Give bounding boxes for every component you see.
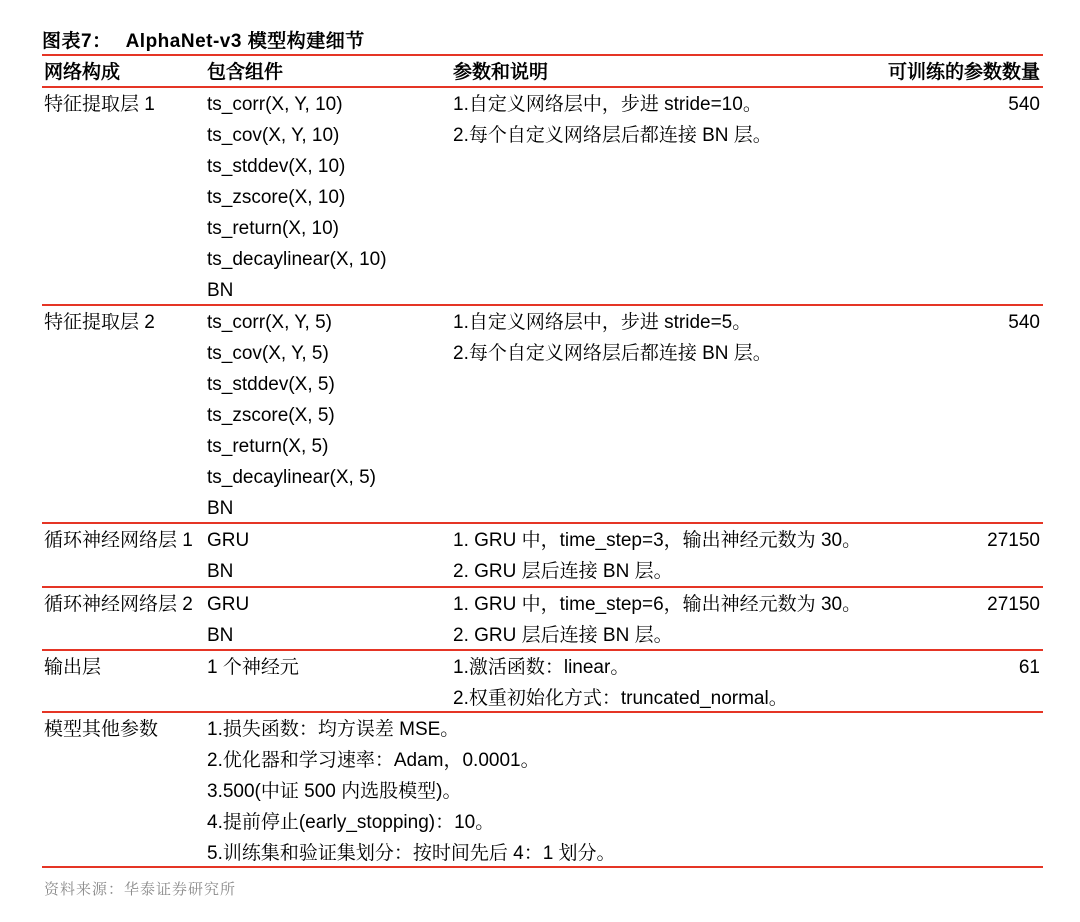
row-notes <box>453 525 861 587</box>
rule-row <box>42 522 1043 524</box>
component: ts_cov(X, Y, 10) <box>207 125 340 146</box>
figure-label: 图表7： <box>42 31 112 52</box>
figure-title <box>42 26 365 53</box>
row-components <box>207 89 387 306</box>
row-layer: 循环神经网络层 1 <box>44 530 193 551</box>
component: 5.训练集和验证集划分：按时间先后 4：1 划分。 <box>207 843 616 864</box>
component: ts_stddev(X, 10) <box>207 156 346 177</box>
note: 1.自定义网络层中，步进 stride=5。 <box>453 312 752 333</box>
row-components <box>207 525 249 587</box>
component: 4.提前停止(early_stopping)：10。 <box>207 812 495 833</box>
row-components <box>207 589 249 651</box>
rule-bottom <box>42 866 1043 868</box>
rule-top <box>42 54 1043 56</box>
header-notes: 参数和说明 <box>453 62 549 83</box>
row-params: 540 <box>1008 94 1040 115</box>
row-notes <box>453 589 861 651</box>
note: 2. GRU 层后连接 BN 层。 <box>453 561 673 582</box>
note: 1. GRU 中，time_step=6，输出神经元数为 30。 <box>453 594 862 615</box>
note: 1.激活函数：linear。 <box>453 657 630 678</box>
row-components <box>207 652 299 683</box>
row-layer: 模型其他参数 <box>44 719 159 740</box>
row-layer: 输出层 <box>44 657 102 678</box>
component: ts_zscore(X, 10) <box>207 187 346 208</box>
component: ts_corr(X, Y, 5) <box>207 312 332 333</box>
rule-header <box>42 86 1043 88</box>
row-layer: 特征提取层 1 <box>44 94 155 115</box>
rule-row <box>42 711 1043 713</box>
note: 2.权重初始化方式：truncated_normal。 <box>453 688 788 709</box>
source-note: 资料来源：华泰证券研究所 <box>44 881 237 898</box>
component: ts_decaylinear(X, 5) <box>207 467 376 488</box>
component: BN <box>207 498 234 519</box>
row-params: 27150 <box>987 594 1040 615</box>
row-notes <box>453 307 772 369</box>
rule-row <box>42 649 1043 651</box>
header-components: 包含组件 <box>207 62 284 83</box>
row-layer: 循环神经网络层 2 <box>44 594 193 615</box>
component: ts_zscore(X, 5) <box>207 405 335 426</box>
component: ts_decaylinear(X, 10) <box>207 249 387 270</box>
component: ts_cov(X, Y, 5) <box>207 343 329 364</box>
row-layer: 特征提取层 2 <box>44 312 155 333</box>
component: 2.优化器和学习速率：Adam，0.0001。 <box>207 750 540 771</box>
component: 3.500(中证 500 内选股模型)。 <box>207 781 462 802</box>
header-network: 网络构成 <box>44 62 121 83</box>
row-components <box>207 714 616 869</box>
component: BN <box>207 280 234 301</box>
component: BN <box>207 561 234 582</box>
component: ts_return(X, 5) <box>207 436 329 457</box>
component: GRU <box>207 530 250 551</box>
note: 2.每个自定义网络层后都连接 BN 层。 <box>453 343 772 364</box>
component: BN <box>207 625 234 646</box>
note: 1.自定义网络层中，步进 stride=10。 <box>453 94 762 115</box>
row-params: 27150 <box>987 530 1040 551</box>
component: 1.损失函数：均方误差 MSE。 <box>207 719 460 740</box>
component: ts_stddev(X, 5) <box>207 374 335 395</box>
component: GRU <box>207 594 250 615</box>
note: 1. GRU 中，time_step=3，输出神经元数为 30。 <box>453 530 862 551</box>
row-components <box>207 307 376 524</box>
row-notes <box>453 652 788 714</box>
note: 2.每个自定义网络层后都连接 BN 层。 <box>453 125 772 146</box>
rule-row <box>42 304 1043 306</box>
row-params: 540 <box>1008 312 1040 333</box>
figure-title-text: AlphaNet-v3 模型构建细节 <box>125 31 365 52</box>
row-notes <box>453 89 772 151</box>
component: ts_return(X, 10) <box>207 218 339 239</box>
header-params: 可训练的参数数量 <box>887 62 1040 83</box>
note: 2. GRU 层后连接 BN 层。 <box>453 625 673 646</box>
rule-row <box>42 586 1043 588</box>
row-params: 61 <box>1018 657 1040 678</box>
component: ts_corr(X, Y, 10) <box>207 94 343 115</box>
component: 1 个神经元 <box>207 657 299 678</box>
